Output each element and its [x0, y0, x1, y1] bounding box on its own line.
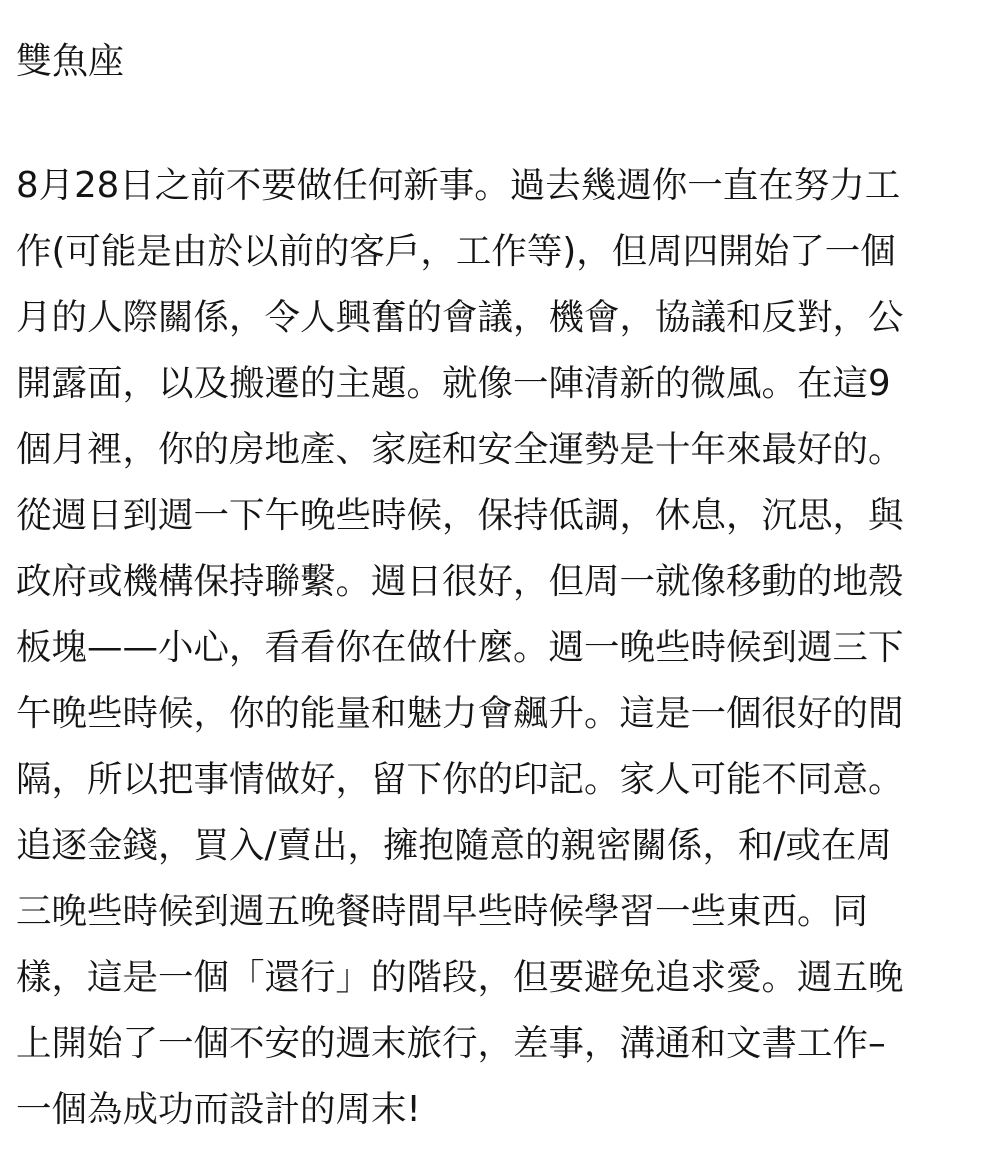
text-line: 從週日到週一下午晚些時候，保持低調，休息，沉思，與 [16, 495, 904, 536]
text-line: 8月28日之前不要做任何新事。過去幾週你一直在努力工 [16, 165, 901, 206]
text-line: 板塊——小心，看看你在做什麼。週一晚些時候到週三下 [16, 627, 904, 668]
page-title: 雙魚座 [16, 41, 125, 82]
text-line: 上開始了一個不安的週末旅行，差事，溝通和文書工作– [16, 1023, 886, 1064]
text-line: 追逐金錢，買入/賣出，擁抱隨意的親密關係，和/或在周 [16, 825, 892, 866]
text-line: 開露面，以及搬遷的主題。就像一陣清新的微風。在這9 [16, 363, 891, 404]
text-line: 作(可能是由於以前的客戶，工作等)，但周四開始了一個 [16, 231, 896, 272]
horoscope-text [16, 162, 976, 1152]
text-line: 一個為成功而設計的周末! [16, 1089, 421, 1130]
text-line: 隔，所以把事情做好，留下你的印記。家人可能不同意。 [16, 759, 904, 800]
text-line: 政府或機構保持聯繫。週日很好，但周一就像移動的地殼 [16, 561, 904, 602]
text-line: 個月裡，你的房地產、家庭和安全運勢是十年來最好的。 [16, 429, 904, 470]
text-line: 樣，這是一個「還行」的階段，但要避免追求愛。週五晚 [16, 957, 904, 998]
text-line: 三晚些時候到週五晚餐時間早些時候學習一些東西。同 [16, 891, 869, 932]
text-line: 午晚些時候，你的能量和魅力會飆升。這是一個很好的間 [16, 693, 904, 734]
text-line: 月的人際關係，令人興奮的會議，機會，協議和反對，公 [16, 297, 904, 338]
